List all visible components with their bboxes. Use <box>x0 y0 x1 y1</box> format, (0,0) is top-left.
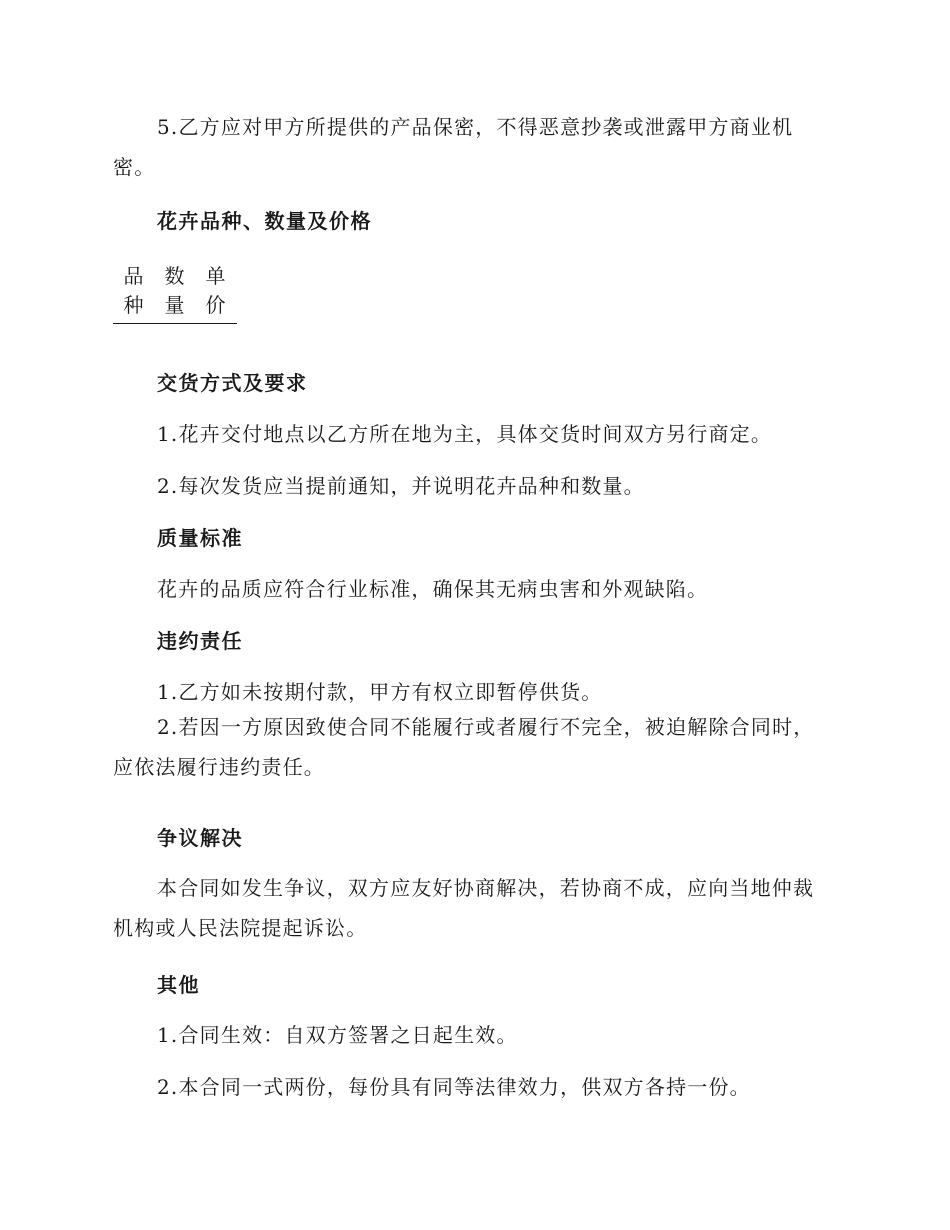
table-header-text: 量 <box>164 293 185 317</box>
paragraph-other-2: 2.本合同一式两份，每份具有同等法律效力，供双方各持一份。 <box>157 1075 751 1099</box>
table-header-text: 品 <box>123 264 144 288</box>
paragraph-quality: 花卉的品质应符合行业标准，确保其无病虫害和外观缺陷。 <box>157 577 709 601</box>
table-header-variety <box>113 262 154 320</box>
paragraph-delivery-2: 2.每次发货应当提前通知，并说明花卉品种和数量。 <box>157 474 645 498</box>
heading-other: 其他 <box>157 973 200 997</box>
table-header-text: 价 <box>205 293 226 317</box>
price-table <box>113 262 237 324</box>
paragraph-other-1: 1.合同生效：自双方签署之日起生效。 <box>157 1023 518 1047</box>
heading-delivery: 交货方式及要求 <box>157 371 308 395</box>
paragraph-confidentiality: 5.乙方应对甲方所提供的产品保密，不得恶意抄袭或泄露甲方商业机密。 <box>113 115 794 179</box>
table-header-text: 种 <box>123 293 144 317</box>
heading-breach: 违约责任 <box>157 629 243 653</box>
paragraph-breach-1: 1.乙方如未按期付款，甲方有权立即暂停供货。 <box>157 680 603 704</box>
paragraph-delivery-1: 1.花卉交付地点以乙方所在地为主，具体交货时间双方另行商定。 <box>157 422 773 446</box>
table-header-text: 数 <box>164 264 185 288</box>
heading-quality: 质量标准 <box>157 526 243 550</box>
heading-dispute: 争议解决 <box>157 826 243 850</box>
paragraph-dispute: 本合同如发生争议，双方应友好协商解决，若协商不成，应向当地仲裁机构或人民法院提起诉讼。 <box>113 876 815 940</box>
heading-variety-quantity-price: 花卉品种、数量及价格 <box>157 209 372 233</box>
table-header-text: 单 <box>205 264 226 288</box>
paragraph-breach-2: 2.若因一方原因致使合同不能履行或者履行不完全，被迫解除合同时，应依法履行违约责任。 <box>113 715 815 779</box>
table-header-unit-price <box>195 262 236 320</box>
table-header-quantity <box>154 262 195 320</box>
